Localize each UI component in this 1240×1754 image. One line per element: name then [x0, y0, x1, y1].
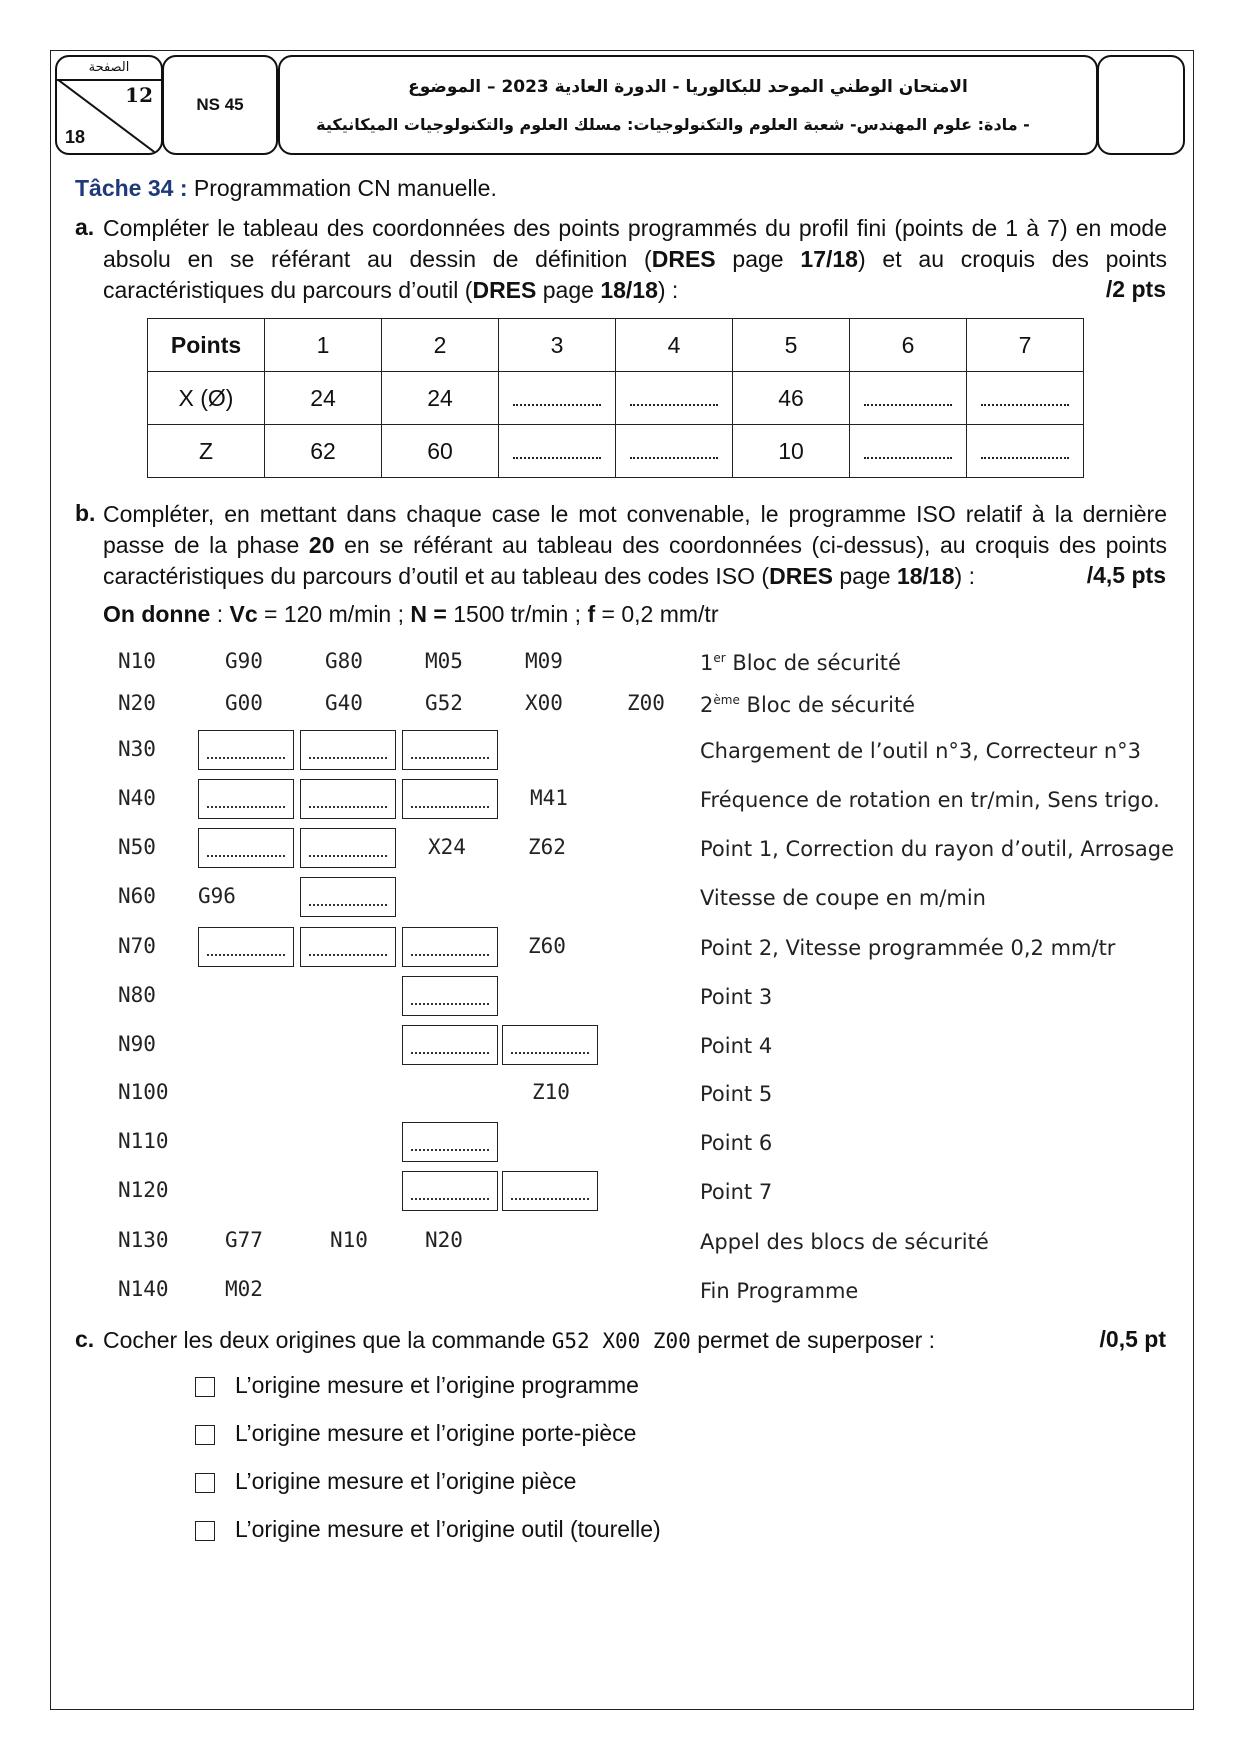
- answer-box[interactable]: [402, 730, 498, 770]
- task-number: Tâche 34 :: [75, 175, 188, 201]
- comment: Vitesse de coupe en m/min: [700, 886, 986, 910]
- block-number: N140: [118, 1277, 169, 1301]
- iso-word: Z62: [528, 835, 566, 859]
- comment: Fin Programme: [700, 1279, 859, 1303]
- comment: Point 3: [700, 985, 773, 1009]
- iso-word: G80: [325, 649, 363, 673]
- answer-box[interactable]: [402, 1025, 498, 1065]
- option-label: L’origine mesure et l’origine porte-pièce: [235, 1420, 637, 1446]
- header-cell: Points: [148, 319, 265, 372]
- x-value: 46: [733, 372, 850, 425]
- task-title: [75, 173, 497, 204]
- iso-word: G96: [198, 884, 236, 908]
- z-blank[interactable]: [967, 425, 1084, 478]
- page-current: 12: [125, 83, 153, 107]
- answer-box[interactable]: [402, 927, 498, 967]
- exam-title-line1: الامتحان الوطني الموحد للبكالوريا - الدورة العادية 2023 – الموضوع: [408, 77, 968, 97]
- row-label: X (Ø): [148, 372, 265, 425]
- part-a-text: Compléter le tableau des coordonnées des points programmés du profil fini (points de 1 à 7) en mode absolu en se référant au dessin de définition (DRES page 17/18) et au croquis des points caractéristiques du parcours d’outil (DRES page 18/18) :: [103, 215, 1168, 303]
- part-b-points: /4,5 pts: [1086, 562, 1166, 588]
- answer-box[interactable]: [300, 927, 396, 967]
- grade-box: [1097, 55, 1185, 155]
- z-blank[interactable]: [499, 425, 616, 478]
- checkbox[interactable]: [195, 1377, 215, 1397]
- x-value: 24: [382, 372, 499, 425]
- comment: Point 4: [700, 1034, 773, 1058]
- iso-word: M09: [525, 649, 563, 673]
- block-number: N10: [118, 649, 156, 673]
- iso-word: G52: [425, 691, 463, 715]
- x-value: 24: [265, 372, 382, 425]
- x-blank[interactable]: [499, 372, 616, 425]
- block-number: N80: [118, 983, 156, 1007]
- answer-box[interactable]: [198, 927, 294, 967]
- x-blank[interactable]: [616, 372, 733, 425]
- block-number: N130: [118, 1228, 169, 1252]
- part-b-label: b.: [75, 500, 96, 526]
- iso-word: G77: [225, 1228, 263, 1252]
- block-number: N40: [118, 786, 156, 810]
- answer-box[interactable]: [300, 828, 396, 868]
- header-cell: 5: [733, 319, 850, 372]
- answer-box[interactable]: [198, 779, 294, 819]
- part-a-label: a.: [75, 214, 95, 240]
- z-blank[interactable]: [850, 425, 967, 478]
- answer-box[interactable]: [300, 877, 396, 917]
- header-cell: 1: [265, 319, 382, 372]
- header-cell: 2: [382, 319, 499, 372]
- comment: Fréquence de rotation en tr/min, Sens trigo.: [700, 788, 1160, 812]
- comment: Chargement de l’outil n°3, Correcteur n°3: [700, 739, 1141, 763]
- z-value: 10: [733, 425, 850, 478]
- iso-word: X24: [428, 835, 466, 859]
- z-blank[interactable]: [616, 425, 733, 478]
- page-total: 18: [65, 127, 86, 147]
- exam-code: NS 45: [162, 55, 278, 155]
- answer-box[interactable]: [300, 730, 396, 770]
- part-c-points: /0,5 pt: [1099, 1326, 1166, 1352]
- iso-word: Z00: [627, 691, 665, 715]
- comment: Point 6: [700, 1131, 773, 1155]
- block-number: N30: [118, 737, 156, 761]
- header-cell: 3: [499, 319, 616, 372]
- block-number: N60: [118, 884, 156, 908]
- iso-word: M41: [530, 786, 568, 810]
- iso-word: M05: [425, 649, 463, 673]
- comment: 1er Bloc de sécurité: [700, 651, 901, 675]
- answer-box[interactable]: [300, 779, 396, 819]
- header-cell: 6: [850, 319, 967, 372]
- x-blank[interactable]: [967, 372, 1084, 425]
- checkbox[interactable]: [195, 1473, 215, 1493]
- table-header-row: [148, 319, 1084, 372]
- checkbox[interactable]: [195, 1425, 215, 1445]
- comment: Point 2, Vitesse programmée 0,2 mm/tr: [700, 936, 1116, 960]
- answer-box[interactable]: [198, 730, 294, 770]
- header-cell: 7: [967, 319, 1084, 372]
- iso-word: G00: [225, 691, 263, 715]
- iso-word: N20: [425, 1228, 463, 1252]
- checkbox[interactable]: [195, 1521, 215, 1541]
- part-a-points: /2 pts: [1105, 276, 1166, 302]
- z-value: 62: [265, 425, 382, 478]
- answer-box[interactable]: [402, 1122, 498, 1162]
- coordinates-table: [147, 318, 1084, 478]
- answer-box[interactable]: [402, 976, 498, 1016]
- exam-title-box: [278, 55, 1098, 155]
- row-label: Z: [148, 425, 265, 478]
- comment: Point 5: [700, 1082, 773, 1106]
- part-b-text: Compléter, en mettant dans chaque case le mot convenable, le programme ISO relatif à la dernière passe de la phase 20 en se référant au tableau des coordonnées (ci-dessus), au croquis des points caractéristiques du parcours d’outil et au tableau des codes ISO (DRES page 18/18) :: [103, 501, 1167, 589]
- option-label: L’origine mesure et l’origine programme: [235, 1372, 639, 1398]
- iso-word: X00: [525, 691, 563, 715]
- page-number-box: [55, 55, 163, 155]
- block-number: N20: [118, 691, 156, 715]
- comment: Point 7: [700, 1180, 773, 1204]
- answer-box[interactable]: [198, 828, 294, 868]
- answer-box[interactable]: [402, 779, 498, 819]
- block-number: N100: [118, 1080, 169, 1104]
- answer-box[interactable]: [502, 1025, 598, 1065]
- block-number: N120: [118, 1178, 169, 1202]
- block-number: N70: [118, 934, 156, 958]
- iso-word: M02: [225, 1277, 263, 1301]
- iso-word: Z10: [532, 1080, 570, 1104]
- block-number: N110: [118, 1129, 169, 1153]
- page-label: الصفحة: [57, 57, 161, 81]
- answer-box[interactable]: [502, 1171, 598, 1211]
- table-row-x: [148, 372, 1084, 425]
- iso-word: Z60: [528, 934, 566, 958]
- iso-word: G40: [325, 691, 363, 715]
- given-data: On donne : Vc = 120 m/min ; N = 1500 tr/min ; f = 0,2 mm/tr: [103, 601, 719, 627]
- block-number: N90: [118, 1032, 156, 1056]
- option-label: L’origine mesure et l’origine pièce: [235, 1468, 577, 1494]
- iso-word: N10: [330, 1228, 368, 1252]
- block-number: N50: [118, 835, 156, 859]
- comment: 2ème Bloc de sécurité: [700, 693, 916, 717]
- comment: Point 1, Correction du rayon d’outil, Arrosage: [700, 837, 1175, 861]
- table-row-z: [148, 425, 1084, 478]
- exam-title-line2: - مادة: علوم المهندس- شعبة العلوم والتكنولوجيات: مسلك العلوم والتكنولوجيات الميكانيكية: [316, 115, 1030, 134]
- part-c-label: c.: [75, 1326, 95, 1352]
- z-value: 60: [382, 425, 499, 478]
- option-label: L’origine mesure et l’origine outil (tourelle): [235, 1516, 661, 1542]
- header-cell: 4: [616, 319, 733, 372]
- part-c-text: Cocher les deux origines que la commande G52 X00 Z00 permet de superposer :: [103, 1327, 936, 1353]
- x-blank[interactable]: [850, 372, 967, 425]
- comment: Appel des blocs de sécurité: [700, 1230, 989, 1254]
- answer-box[interactable]: [402, 1171, 498, 1211]
- task-name: Programmation CN manuelle.: [193, 175, 497, 201]
- iso-word: G90: [225, 649, 263, 673]
